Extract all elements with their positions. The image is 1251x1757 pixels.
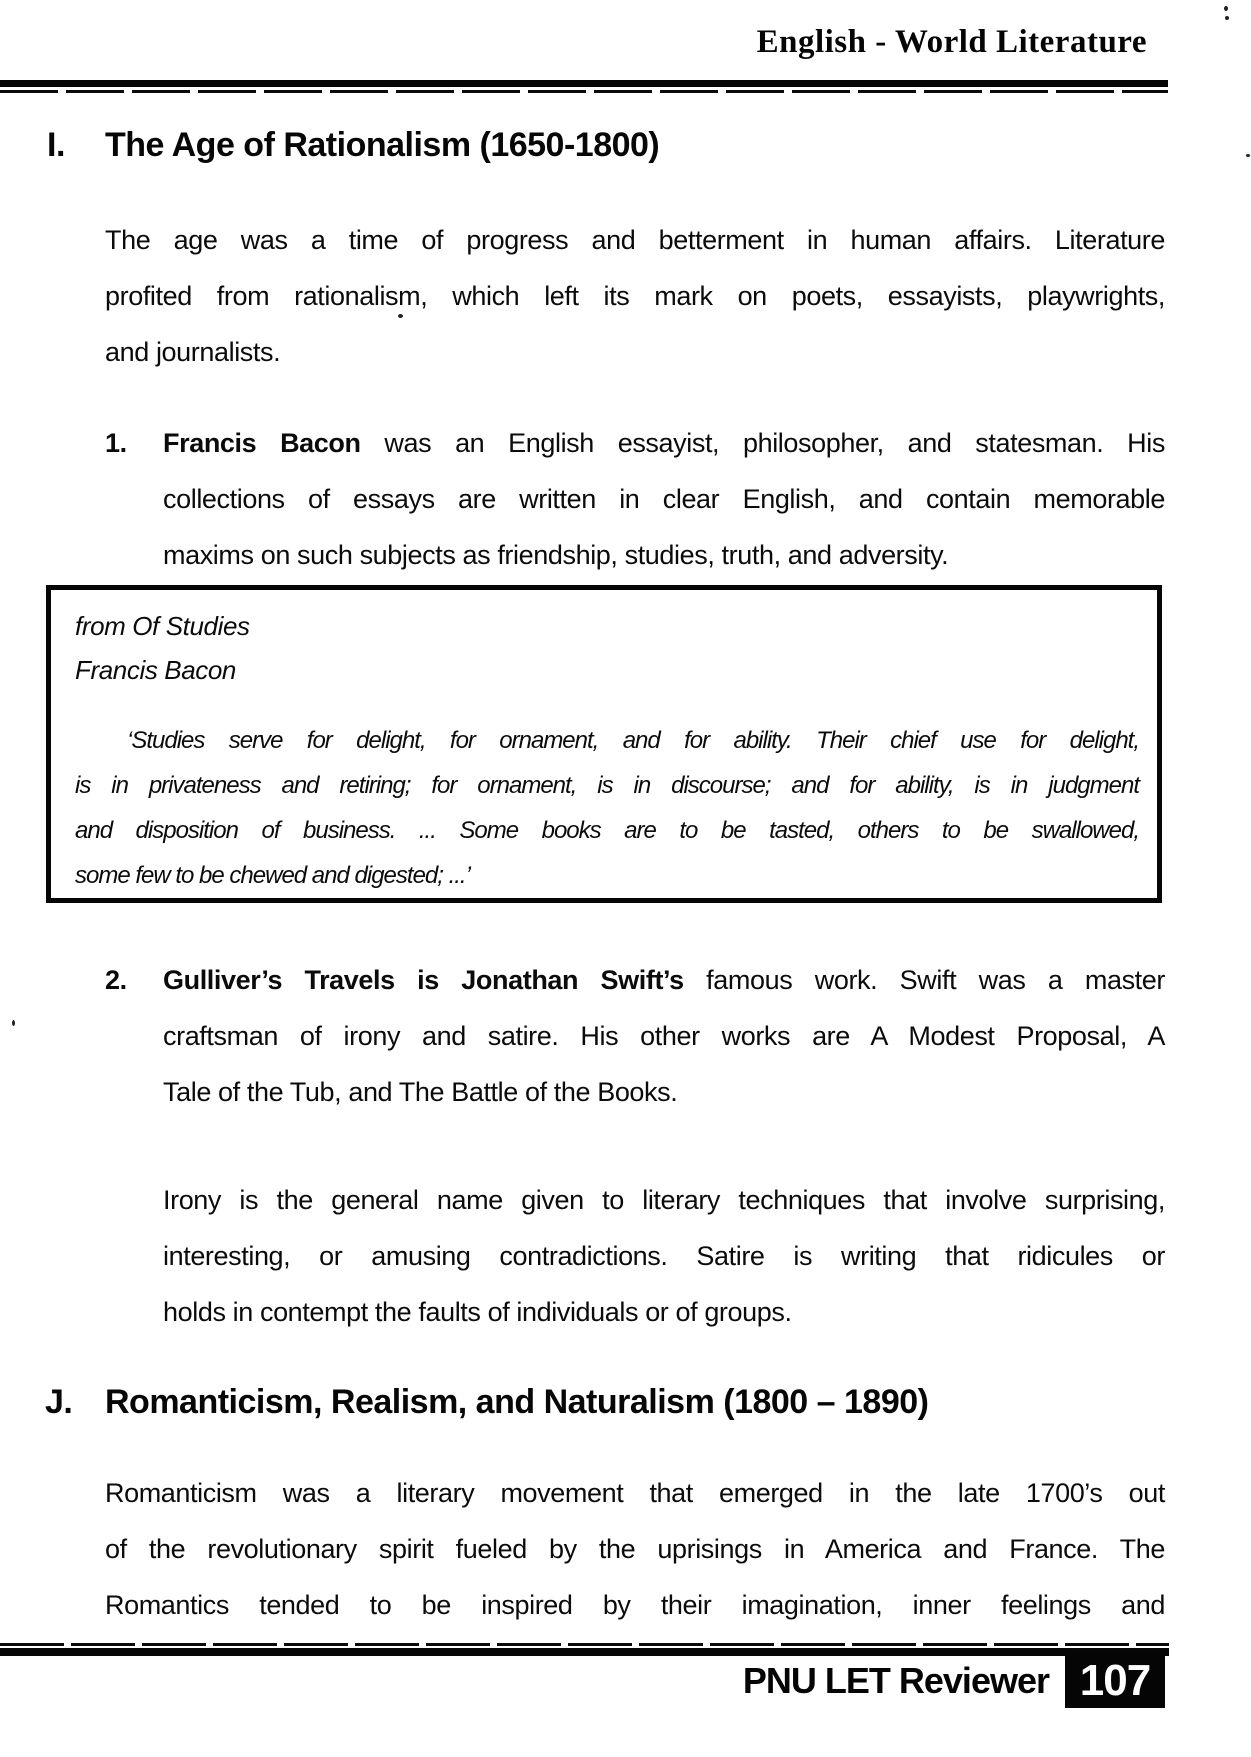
quote-line: some few to be chewed and digested; ...’ — [75, 862, 470, 889]
section-title: The Age of Rationalism (1650-1800) — [105, 126, 660, 164]
header-double-rule — [0, 80, 1168, 93]
page-number-badge — [1065, 1654, 1165, 1708]
quote-source-author: Francis Bacon — [75, 655, 236, 685]
paragraph-romanticism-intro — [105, 1465, 1165, 1633]
text-line: and journalists. — [105, 337, 281, 367]
header-rule-thick-line — [0, 80, 1168, 87]
scan-speck — [12, 1020, 15, 1026]
footer-rule-thin-line — [0, 1643, 1169, 1646]
section-heading-romanticism — [45, 1383, 928, 1422]
text-run: famous work. Swift was a master — [683, 965, 1165, 995]
quote-paragraph — [75, 718, 1139, 898]
text-line: profited from rationalism, which left its mark on poets, essayists, playwrights, — [105, 281, 1165, 311]
section-marker: I. — [47, 126, 65, 164]
text-line: collections of essays are written in clear English, and contain memorable — [163, 484, 1165, 514]
section-marker: J. — [45, 1383, 73, 1421]
bold-lead-text: Gulliver’s Travels is Jonathan Swift’s — [163, 965, 684, 995]
text-line: craftsman of irony and satire. His other works are A Modest Proposal, A — [163, 1021, 1165, 1051]
quote-line: and disposition of business. ... Some books are to be tasted, others to be swallowed, — [75, 817, 1139, 844]
paragraph-irony-satire — [163, 1172, 1165, 1340]
header-rule-thin-line — [0, 90, 1168, 93]
text-line: holds in contempt the faults of individuals or of groups. — [163, 1297, 792, 1327]
page-number: 107 — [1079, 1656, 1151, 1705]
quote-line: is in privateness and retiring; for ornament, is in discourse; and for ability, is in judgment — [75, 772, 1139, 799]
quote-source-work: from Of Studies — [75, 611, 250, 641]
footer-label: PNU LET Reviewer — [742, 1660, 1049, 1701]
list-item-gullivers-travels — [105, 952, 1165, 1120]
scan-speck — [1224, 6, 1228, 11]
list-item-number: 2. — [105, 965, 127, 995]
scan-speck — [398, 314, 403, 318]
text-line: The age was a time of progress and betterment in human affairs. Literature — [105, 225, 1165, 255]
list-item-francis-bacon — [105, 415, 1165, 583]
quote-box-of-studies — [46, 585, 1162, 903]
text-line: interesting, or amusing contradictions. Satire is writing that ridicules or — [163, 1241, 1165, 1271]
bold-lead-text: Francis Bacon — [163, 428, 361, 458]
text-run: was an English essayist, philosopher, and statesman. His — [360, 428, 1165, 458]
footer — [743, 1654, 1165, 1708]
text-line: Irony is the general name given to literary techniques that involve surprising, — [163, 1185, 1165, 1215]
text-line: Romanticism was a literary movement that emerged in the late 1700’s out — [105, 1478, 1165, 1508]
section-title: Romanticism, Realism, and Naturalism (1800 – 1890) — [105, 1383, 929, 1421]
text-line: of the revolutionary spirit fueled by the uprisings in America and France. The — [105, 1534, 1165, 1564]
list-item-number: 1. — [105, 428, 127, 458]
quote-line: ‘Studies serve for delight, for ornament, and for ability. Their chief use for delight, — [127, 727, 1139, 754]
scan-speck — [1225, 16, 1229, 20]
scan-speck — [1246, 154, 1250, 157]
text-line: Tale of the Tub, and The Battle of the Books. — [163, 1077, 678, 1107]
text-line — [163, 415, 1165, 471]
paragraph-rationalism-intro — [105, 212, 1165, 380]
text-line: maxims on such subjects as friendship, studies, truth, and adversity. — [163, 540, 949, 570]
running-header-title: English - World Literature — [756, 24, 1147, 60]
section-heading-rationalism — [47, 126, 659, 165]
text-line: Romantics tended to be inspired by their imagination, inner feelings and — [105, 1590, 1165, 1620]
text-line — [163, 952, 1165, 1008]
